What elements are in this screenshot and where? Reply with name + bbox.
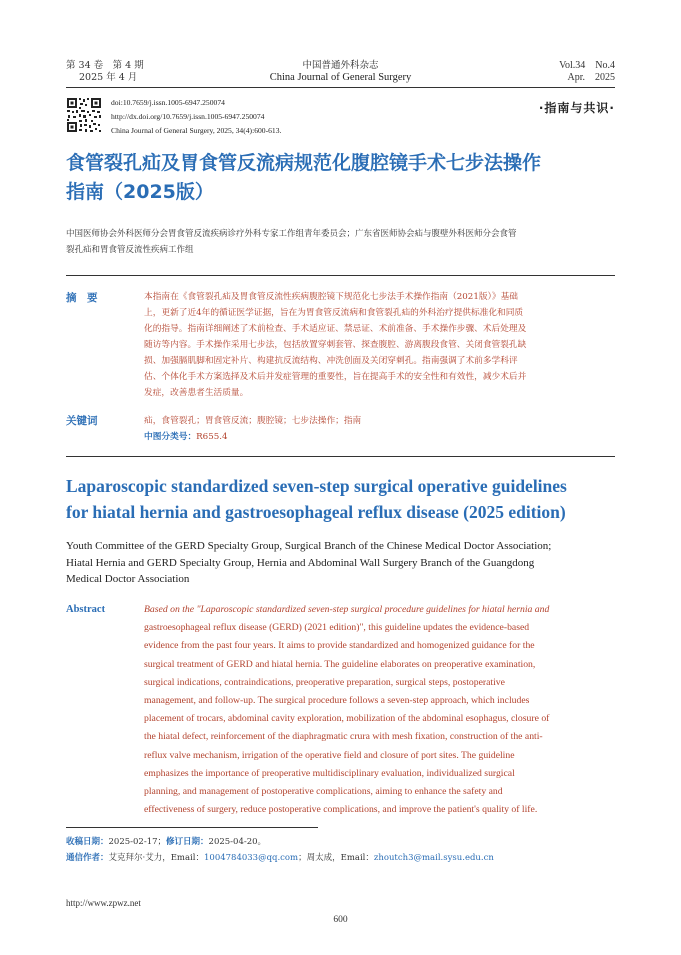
volume-issue-cn: 第 34 卷 第 4 期 bbox=[66, 60, 144, 71]
en-authors-line: Youth Committee of the GERD Specialty Group, Surgical Branch of the Chinese Medical Doctor Association; bbox=[66, 540, 552, 552]
date-en: Apr. 2025 bbox=[567, 72, 615, 83]
cn-authors-line2: 裂孔疝和胃食管反流性疾病工作组 bbox=[66, 245, 194, 255]
received-date: 2025-02-17； bbox=[108, 837, 167, 847]
corr-text-1: 艾克拜尔·艾力，Email： bbox=[108, 853, 204, 863]
received-label: 收稿日期： bbox=[66, 837, 109, 847]
cn-classification-value: R655.4 bbox=[196, 432, 228, 442]
en-abstract-line: surgical treatment of GERD and hiatal hernia. The guideline elaborates on preoperative examination, bbox=[144, 658, 536, 670]
en-abstract bbox=[144, 601, 616, 819]
cn-title-line1: 食管裂孔疝及胃食管反流病规范化腹腔镜手术七步法操作 bbox=[66, 152, 542, 174]
cn-keywords-text: 疝，食管裂孔；胃食管反流；腹腔镜；七步法操作；指南 bbox=[144, 416, 362, 426]
footnote bbox=[66, 834, 626, 866]
cn-keywords bbox=[144, 413, 616, 445]
footnote-dates bbox=[66, 834, 626, 850]
journal-name-cn: 中国普通外科杂志 bbox=[302, 60, 379, 71]
cn-abstract-line: 化的指导。指南详细阐述了术前检查、手术适应证、禁忌证、术前准备、手术操作步骤、术后处理及 bbox=[144, 324, 527, 334]
doi-block bbox=[111, 96, 281, 138]
cn-en-divider bbox=[66, 456, 615, 457]
cn-abstract-line: 损、加强膈肌脚和固定补片、构建抗反流结构、冲洗创面及关闭穿刺孔。指南强调了术前多学科评 bbox=[144, 356, 518, 366]
en-title-line2: for hiatal hernia and gastroesophageal reflux disease (2025 edition) bbox=[66, 502, 566, 522]
cn-abstract-line: 估、个体化手术方案选择及术后并发症管理的重要性，旨在提高手术的安全性和有效性，减少术后并 bbox=[144, 372, 527, 382]
en-abstract-line: effectiveness of surgery, reduce postoperative complications, and improve the patient's quality of life. bbox=[144, 804, 538, 816]
corr-text-2: ；周太成，Email： bbox=[298, 853, 374, 863]
date-cn: 2025 年 4 月 bbox=[79, 72, 138, 83]
journal-name-en: China Journal of General Surgery bbox=[269, 72, 412, 83]
cn-classification-label: 中图分类号： bbox=[144, 432, 197, 442]
doi-url-link[interactable]: http://dx.doi.org/10.7659/j.issn.1005-6947.250074 bbox=[111, 112, 265, 121]
citation-text: China Journal of General Surgery, 2025, 34(4):600-613. bbox=[111, 126, 282, 135]
en-title bbox=[66, 473, 626, 525]
footer-url-link[interactable]: http://www.zpwz.net bbox=[66, 898, 141, 908]
cn-classification bbox=[144, 429, 616, 445]
cn-title-line2: 指南（2025版） bbox=[66, 181, 214, 203]
en-abstract-line: the hiatal defect, reinforcement of the diaphragmatic crura with mesh fixation, construction of the anti- bbox=[144, 731, 543, 743]
cn-authors-line1: 中国医师协会外科医师分会胃食管反流疾病诊疗外科专家工作组青年委员会；广东省医师协会疝与腹壁外科医师分会食管 bbox=[66, 229, 517, 239]
doi-text: doi:10.7659/j.issn.1005-6947.250074 bbox=[111, 98, 225, 107]
cn-authors bbox=[66, 226, 626, 258]
en-abstract-line: gastroesophageal reflux disease (GERD) (2021 edition)", this guideline updates the evidence-based bbox=[144, 622, 530, 634]
journal-name bbox=[220, 60, 461, 84]
en-title-line1: Laparoscopic standardized seven-step surgical operative guidelines bbox=[66, 476, 567, 496]
cn-abstract-label: 摘 要 bbox=[66, 292, 98, 304]
page-number: 600 bbox=[333, 915, 348, 925]
en-abstract-line: management, and follow-up. The surgical procedure follows a seven-step approach, which includes bbox=[144, 695, 530, 707]
cn-divider bbox=[66, 275, 615, 276]
footnote-rule bbox=[66, 827, 318, 828]
section-tag: ·指南与共识· bbox=[538, 101, 615, 115]
en-authors-line: Medical Doctor Association bbox=[66, 573, 190, 585]
en-abstract-line: evidence from the past four years. It aims to provide standardized and homogenized guidance for the bbox=[144, 640, 535, 652]
qr-code-icon bbox=[66, 97, 102, 133]
volume-number-en: Vol.34 No.4 bbox=[559, 60, 615, 71]
cn-abstract-line: 本指南在《食管裂孔疝及胃食管反流性疾病腹腔镜下规范化七步法手术操作指南（2021版）》基础 bbox=[144, 292, 518, 302]
en-abstract-line: planning, and management of postoperative complications, aiming to enhance the safety and bbox=[144, 786, 503, 798]
en-abstract-line: reflux valve mechanism, irrigation of the operative field and closure of port sites. The guideline bbox=[144, 749, 515, 761]
volume-issue-en bbox=[559, 60, 615, 84]
volume-issue bbox=[66, 60, 144, 84]
en-abstract-line: emphasizes the importance of preoperative multidisciplinary evaluation, individualized surgical bbox=[144, 767, 515, 779]
en-authors-line: Hiatal Hernia and GERD Specialty Group, Hernia and Abdominal Wall Surgery Branch of the Guangdong bbox=[66, 556, 535, 569]
cn-abstract-line: 发症，改善患者生活质量。 bbox=[144, 388, 249, 398]
footnote-correspondence bbox=[66, 850, 626, 866]
cn-abstract-line: 上，更新了近4年的循证医学证据，旨在为胃食管反流病和食管裂孔疝的外科治疗提供标准化和同质 bbox=[144, 308, 524, 318]
cn-keywords-label: 关键词 bbox=[66, 415, 98, 427]
en-authors bbox=[66, 538, 626, 588]
corr-email-1-link[interactable]: 1004784033@qq.com bbox=[204, 853, 299, 863]
revised-date: 2025-04-20。 bbox=[208, 837, 267, 847]
en-abstract-line: placement of trocars, abdominal cavity exploration, mobilization of the abdominal esophagus, closure of bbox=[144, 713, 550, 725]
cn-abstract bbox=[144, 289, 616, 401]
revised-label: 修订日期： bbox=[166, 837, 209, 847]
en-abstract-line: surgical indications, contraindications, preoperative preparation, surgical steps, postoperative bbox=[144, 676, 505, 688]
en-abstract-label: Abstract bbox=[66, 604, 106, 615]
cn-abstract-line: 随访等内容。手术操作采用七步法，包括放置穿刺套管、探查腹腔、游离腹段食管、关闭食管裂孔缺 bbox=[144, 340, 527, 350]
corr-email-2-link[interactable]: zhoutch3@mail.sysu.edu.cn bbox=[373, 853, 494, 863]
corr-label: 通信作者： bbox=[66, 853, 109, 863]
en-abstract-line: Based on the "Laparoscopic standardized seven-step surgical procedure guidelines for hiatal hernia and bbox=[144, 604, 550, 615]
header-rule bbox=[66, 87, 615, 88]
cn-title bbox=[66, 149, 626, 207]
